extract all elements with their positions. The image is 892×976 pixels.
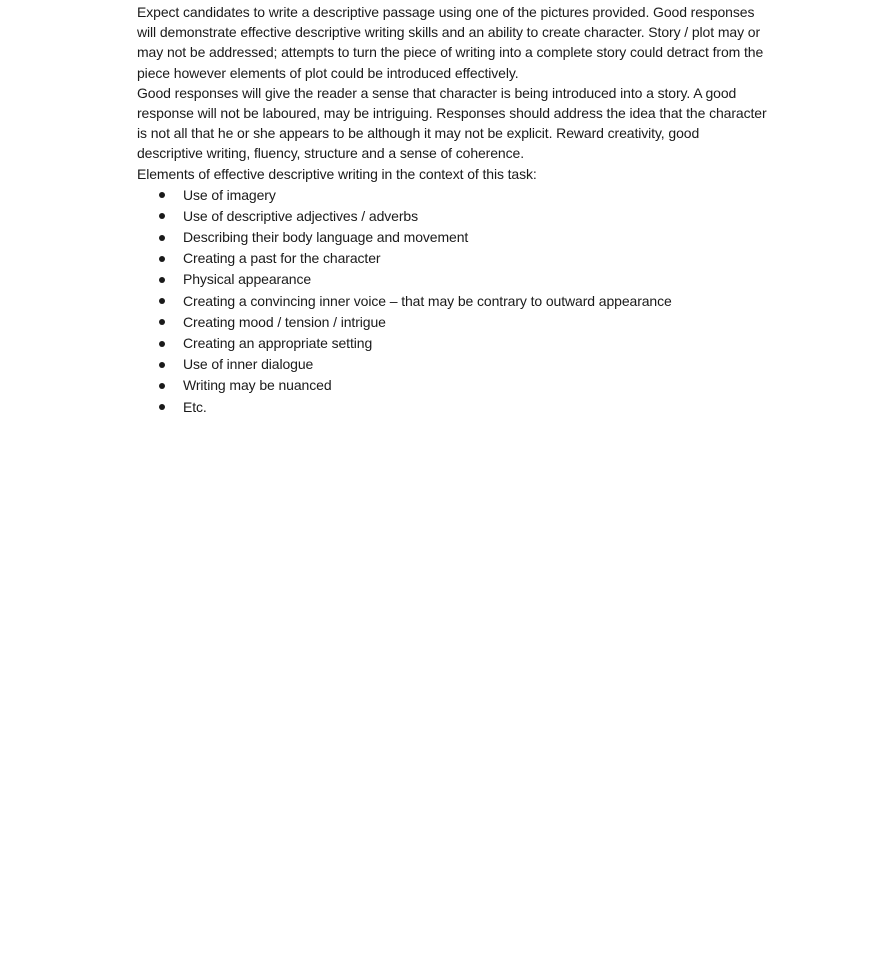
list-item-text: Writing may be nuanced bbox=[183, 377, 332, 394]
bullet-icon bbox=[159, 383, 165, 389]
list-item-text: Use of imagery bbox=[183, 186, 276, 203]
list-item bbox=[137, 354, 767, 375]
document-page bbox=[137, 2, 767, 418]
list-item-text: Use of descriptive adjectives / adverbs bbox=[183, 207, 418, 224]
elements-list-intro: Elements of effective descriptive writing in the context of this task: bbox=[137, 165, 537, 182]
list-item bbox=[137, 397, 767, 418]
bullet-icon bbox=[159, 319, 165, 325]
list-item-text: Creating mood / tension / intrigue bbox=[183, 313, 386, 330]
list-item bbox=[137, 312, 767, 333]
bullet-icon bbox=[159, 298, 165, 304]
elements-list bbox=[137, 185, 767, 418]
list-item bbox=[137, 375, 767, 396]
bullet-icon bbox=[159, 213, 165, 219]
list-item-text: Use of inner dialogue bbox=[183, 356, 314, 373]
list-item-text: Describing their body language and movement bbox=[183, 229, 469, 246]
list-item bbox=[137, 269, 767, 290]
list-item-text: Creating a past for the character bbox=[183, 250, 381, 267]
list-item-text: Creating a convincing inner voice – that may be contrary to outward appearance bbox=[183, 292, 672, 309]
list-item bbox=[137, 206, 767, 227]
bullet-icon bbox=[159, 362, 165, 368]
bullet-icon bbox=[159, 341, 165, 347]
list-item bbox=[137, 291, 767, 312]
bullet-icon bbox=[159, 277, 165, 283]
bullet-icon bbox=[159, 235, 165, 241]
list-item-text: Etc. bbox=[183, 398, 207, 415]
guidance-paragraph-1: Expect candidates to write a descriptive passage using one of the pictures provided. Good responses will demonstrate effective descriptive writing skills and an ability to create character. Story / plot may or may not be addressed; attempts to turn the piece of writing into a complete story could detract from the piece however elements of plot could be introduced effectively. bbox=[137, 4, 764, 81]
bullet-icon bbox=[159, 256, 165, 262]
list-item bbox=[137, 248, 767, 269]
guidance-paragraph-2: Good responses will give the reader a sense that character is being introduced into a story. A good response will not be laboured, may be intriguing. Responses should address the idea that the character is not all that he or she appears to be although it may not be explicit. Reward creativity, good descriptive writing, fluency, structure and a sense of coherence. bbox=[137, 84, 767, 162]
list-item bbox=[137, 333, 767, 354]
list-item-text: Creating an appropriate setting bbox=[183, 335, 373, 352]
list-item-text: Physical appearance bbox=[183, 271, 312, 288]
list-item bbox=[137, 185, 767, 206]
list-item bbox=[137, 227, 767, 248]
bullet-icon bbox=[159, 404, 165, 410]
bullet-icon bbox=[159, 192, 165, 198]
